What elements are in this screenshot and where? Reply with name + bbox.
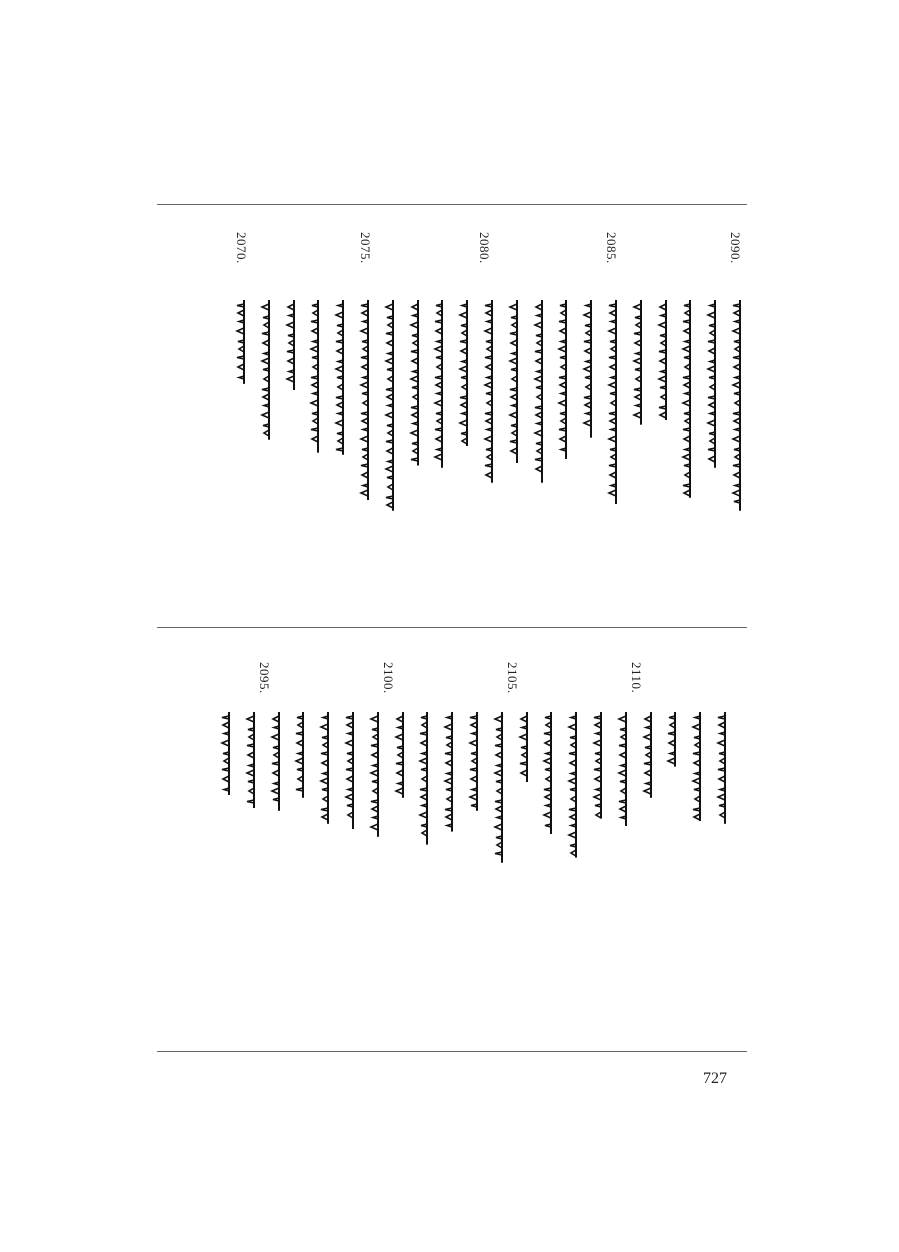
mongolian-text-line	[433, 300, 447, 468]
mongolian-text-line	[285, 300, 299, 390]
mongolian-text-line	[309, 300, 323, 453]
mongolian-text-line	[220, 712, 234, 795]
mongolian-text-line	[458, 300, 472, 446]
mongolian-text-line	[235, 300, 249, 384]
mongolian-text-line	[691, 712, 705, 821]
mongolian-text-line	[334, 300, 348, 455]
mongolian-text-line	[493, 712, 507, 863]
line-number: 2080.	[477, 232, 492, 264]
mongolian-text-line	[384, 300, 398, 511]
mongolian-text-line	[518, 712, 532, 782]
mongolian-text-line	[657, 300, 671, 420]
mongolian-text-line	[681, 300, 695, 498]
mongolian-text-line	[294, 712, 308, 798]
mongolian-text-line	[632, 300, 646, 425]
mongolian-text-line	[716, 712, 730, 824]
mongolian-text-line	[642, 712, 656, 798]
mongolian-text-line	[443, 712, 457, 832]
mongolian-text-line	[409, 300, 423, 466]
mongolian-text-line	[394, 712, 408, 798]
line-number: 2075.	[358, 232, 373, 264]
bottom-rule	[157, 1051, 747, 1052]
mongolian-text-line	[567, 712, 581, 858]
mongolian-text-line	[617, 712, 631, 826]
mongolian-text-line	[508, 300, 522, 463]
mongolian-text-line	[270, 712, 284, 811]
page-number: 727	[703, 1070, 727, 1087]
mongolian-text-line	[260, 300, 274, 440]
mongolian-text-line	[319, 712, 333, 824]
mongolian-text-line	[542, 712, 556, 834]
middle-rule	[157, 627, 747, 628]
line-number: 2110.	[629, 662, 644, 694]
mongolian-text-line	[706, 300, 720, 468]
mongolian-text-line	[533, 300, 547, 483]
mongolian-text-line	[666, 712, 680, 767]
line-number: 2090.	[728, 232, 743, 264]
mongolian-text-line	[468, 712, 482, 811]
mongolian-text-line	[344, 712, 358, 829]
line-number: 2085.	[604, 232, 619, 264]
mongolian-text-line	[592, 712, 606, 819]
line-number: 2095.	[257, 662, 272, 694]
mongolian-text-line	[607, 300, 621, 504]
mongolian-text-line	[369, 712, 383, 837]
mongolian-text-line	[483, 300, 497, 483]
line-number: 2100.	[381, 662, 396, 694]
line-number: 2070.	[234, 232, 249, 264]
mongolian-text-line	[418, 712, 432, 845]
mongolian-text-line	[582, 300, 596, 438]
top-rule	[157, 204, 747, 205]
mongolian-text-line	[731, 300, 745, 511]
mongolian-text-line	[359, 300, 373, 500]
mongolian-text-line	[557, 300, 571, 459]
mongolian-text-line	[245, 712, 259, 808]
line-number: 2105.	[505, 662, 520, 694]
